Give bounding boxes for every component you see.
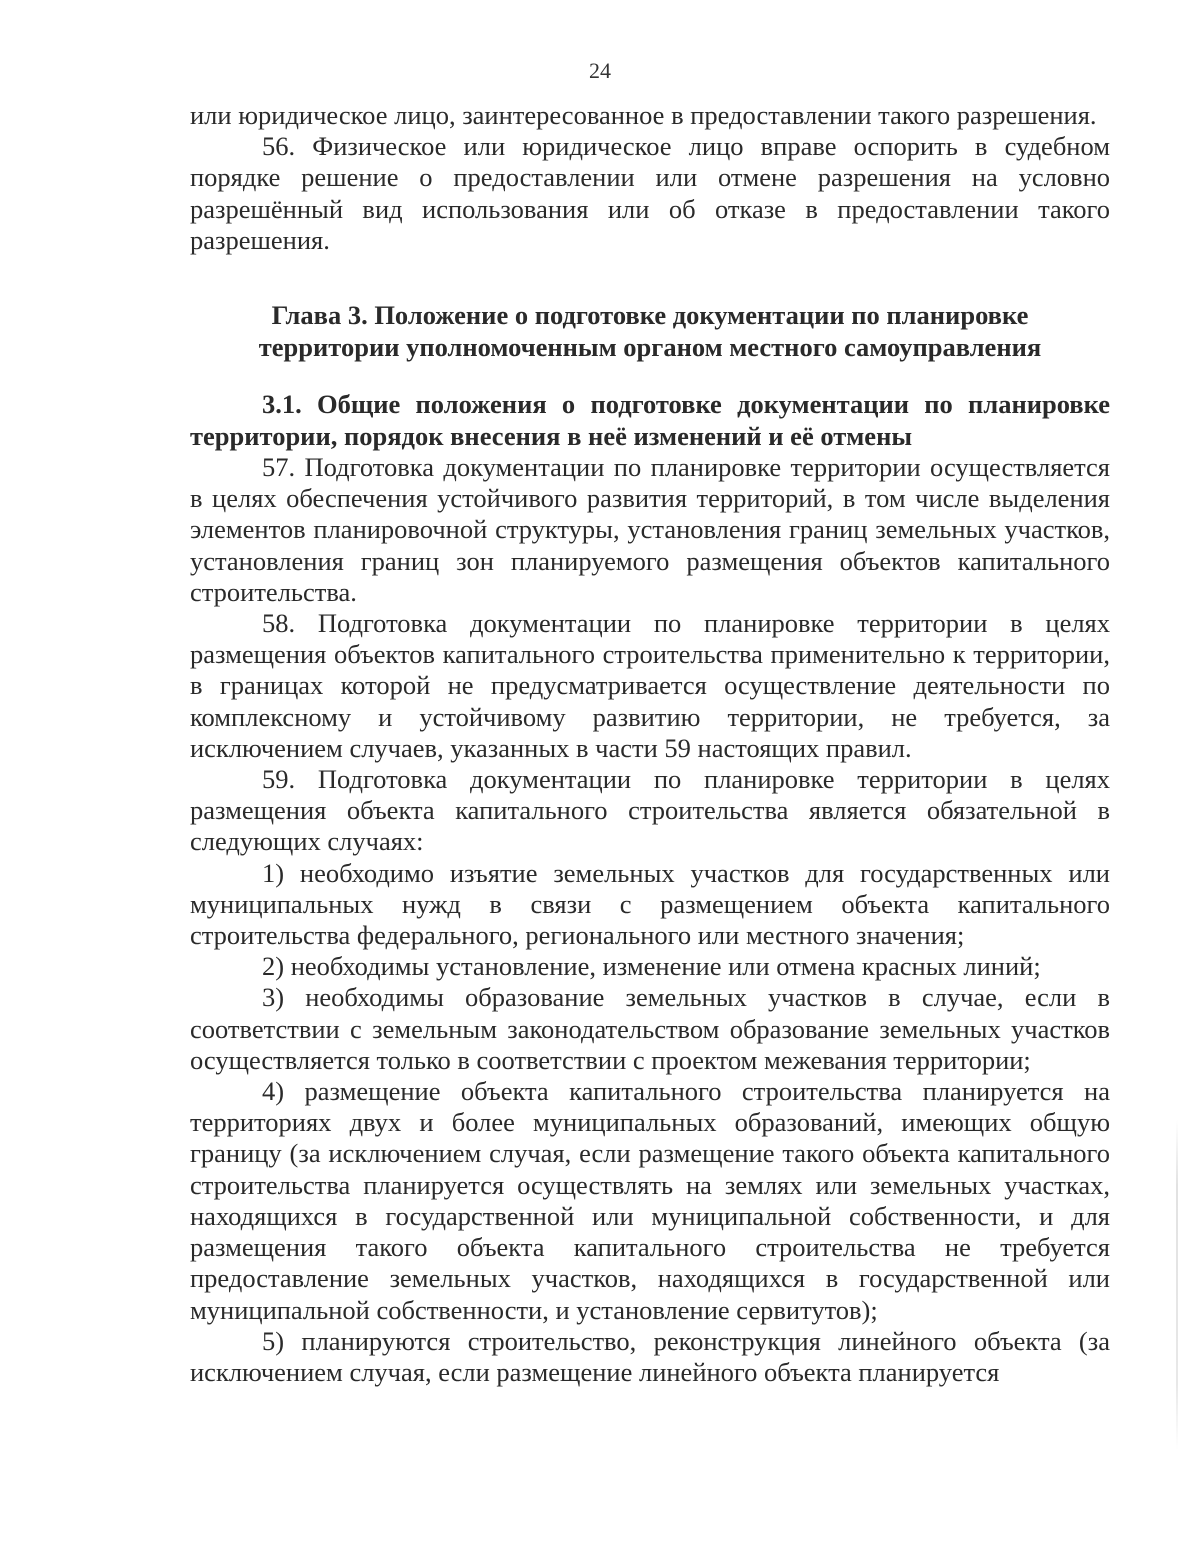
chapter-heading-line2: территории уполномоченным органом местного самоуправления: [258, 331, 1042, 362]
paragraph-continuation: или юридическое лицо, заинтересованное в предоставлении такого разрешения.: [190, 100, 1097, 130]
document-body: [190, 100, 1110, 1388]
section-heading: 3.1. Общие положения о подготовке документации по планировке территории, порядок внесения в неё изменений и её отмены: [190, 389, 1110, 451]
scan-edge-shadow: [1176, 1120, 1178, 1450]
list-item-5: 5) планируются строительство, реконструкция линейного объекта (за исключением случая, если размещение линейного объекта планируется: [190, 1325, 1110, 1387]
paragraph-59: 59. Подготовка документации по планировке территории в целях размещения объекта капитального строительства является обязательной в следующих случаях:: [190, 764, 1110, 857]
paragraph-56: 56. Физическое или юридическое лицо вправе оспорить в судебном порядке решение о предоставлении или отмене разрешения на условно разрешённый вид использования или об отказе в предоставлении такого разрешения.: [190, 131, 1110, 255]
list-item-3: 3) необходимы образование земельных участков в случае, если в соответствии с земельным законодательством образование земельных участков осуществляется только в соответствии с проектом межевания территории;: [190, 982, 1110, 1075]
paragraph-57: 57. Подготовка документации по планировке территории осуществляется в целях обеспечения устойчивого развития территорий, в том числе выделения элементов планировочной структуры, установления границ земельных участков, установления границ зон планируемого размещения объектов капитального строительства.: [190, 452, 1110, 607]
paragraph-58: 58. Подготовка документации по планировке территории в целях размещения объектов капитального строительства применительно к территории, в границах которой не предусматривается осуществление деятельности по комплексному и устойчивому развитию территории, не требуется, за исключением случаев, указанных в части 59 настоящих правил.: [190, 608, 1110, 763]
list-item-1: 1) необходимо изъятие земельных участков для государственных или муниципальных нужд в связи с размещением объекта капитального строительства федерального, регионального или местного значения;: [190, 857, 1110, 951]
list-item-2: 2) необходимы установление, изменение или отмена красных линий;: [262, 951, 1041, 982]
page-number: 24: [589, 58, 611, 83]
chapter-heading-line1: Глава 3. Положение о подготовке документации по планировке: [271, 300, 1029, 331]
list-item-4: 4) размещение объекта капитального строительства планируется на территориях двух и более муниципальных образований, имеющих общую границу (за исключением случая, если размещение такого объекта капитального строительства планируется осуществлять на землях или земельных участках, находящихся в государственной или муниципальной собственности, и для размещения такого объекта капитального строительства не требуется предоставление земельных участков, находящихся в государственной или муниципальной собственности, и установление сервитутов);: [190, 1076, 1110, 1325]
chapter-heading: [190, 300, 1110, 363]
